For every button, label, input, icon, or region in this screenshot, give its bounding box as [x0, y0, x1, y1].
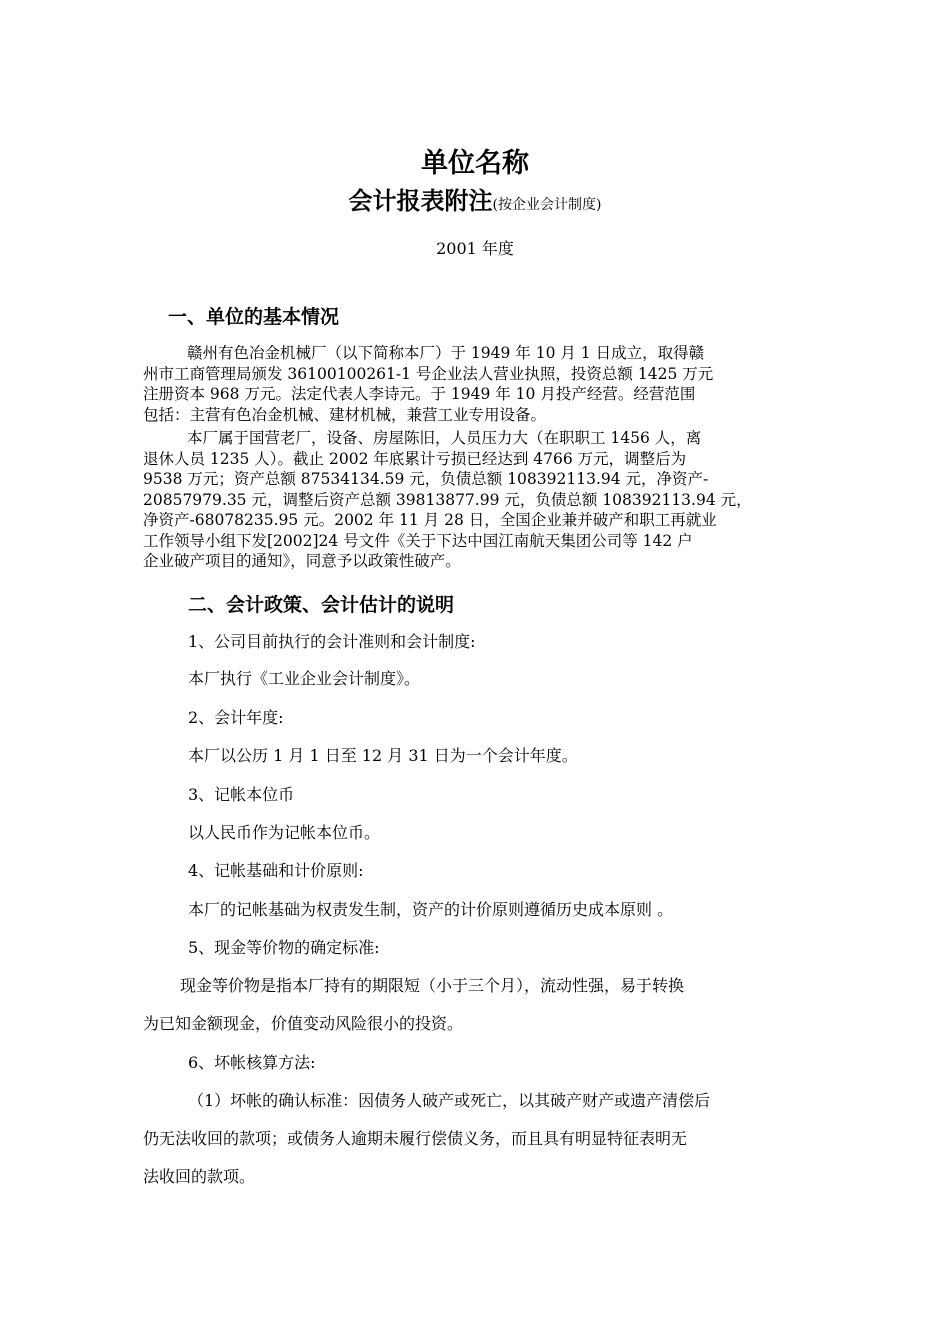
- section2-heading: 二、会计政策、会计估计的说明: [188, 594, 455, 616]
- report-year: 2001 年度: [436, 239, 514, 258]
- policy-item-2-heading: 2、会计年度:: [188, 708, 284, 727]
- policy-item-6-text-line-3: 法收回的款项。: [143, 1167, 256, 1186]
- paragraph-line: 州市工商管理局颁发 36100100261-1 号企业法人营业执照，投资总额 1425 万元: [143, 364, 714, 383]
- policy-item-3-heading: 3、记帐本位币: [188, 785, 295, 804]
- section1-heading: 一、单位的基本情况: [168, 306, 340, 328]
- policy-item-5-heading: 5、现金等价物的确定标准:: [188, 938, 380, 957]
- policy-item-1-text: 本厂执行《工业企业会计制度》。: [188, 669, 421, 688]
- section1-paragraph-1: [143, 343, 815, 425]
- subtitle-note: (按企业会计制度): [492, 197, 602, 213]
- paragraph-line: 企业破产项目的通知》，同意予以政策性破产。: [143, 552, 461, 570]
- paragraph-line: 退休人员 1235 人）。截止 2002 年底累计亏损已经达到 4766 万元，调整后为: [143, 449, 687, 468]
- policy-item-4-text: 本厂的记帐基础为权责发生制，资产的计价原则遵循历史成本原则 。: [188, 900, 674, 919]
- policy-item-2-text: 本厂以公历 1 月 1 日至 12 月 31 日为一个会计年度。: [188, 746, 578, 765]
- paragraph-line: 本厂属于国营老厂，设备、房屋陈旧，人员压力大（在职职工 1456 人，离: [187, 429, 702, 447]
- policy-item-5-text-line-1: 现金等价物是指本厂持有的期限短（小于三个月），流动性强，易于转换: [180, 976, 685, 995]
- policy-item-4-heading: 4、记帐基础和计价原则:: [188, 861, 364, 880]
- paragraph-line: 赣州有色冶金机械厂（以下简称本厂）于 1949 年 10 月 1 日成立，取得赣: [187, 344, 705, 362]
- policy-item-6-text-line-1: （1）坏帐的确认标准：因债务人破产或死亡，以其破产财产或遗产清偿后: [188, 1091, 711, 1110]
- paragraph-line: 9538 万元；资产总额 87534134.59 元，负债总额 108392113.94 元，净资产-: [143, 470, 709, 488]
- paragraph-line: 20857979.35 元，调整后资产总额 39813877.99 元，负债总额 108392113.94 元，: [143, 490, 752, 509]
- paragraph-line: 净资产-68078235.95 元。2002 年 11 月 28 日，全国企业兼并破产和职工再就业: [143, 511, 717, 529]
- policy-item-6-heading: 6、坏帐核算方法:: [188, 1053, 316, 1072]
- paragraph-line: 工作领导小组下发[2002]24 号文件《关于下达中国江南航天集团公司等 142 户: [143, 531, 693, 550]
- paragraph-line: 包括：主营有色冶金机械、建材机械，兼营工业专用设备。: [143, 405, 547, 424]
- document-title: 单位名称: [421, 148, 529, 179]
- policy-item-5-text-line-2: 为已知金额现金，价值变动风险很小的投资。: [143, 1014, 464, 1033]
- policy-item-6-text-line-2: 仍无法收回的款项；或债务人逾期未履行偿债义务，而且具有明显特征表明无: [143, 1129, 688, 1148]
- section1-paragraph-2: [143, 428, 815, 572]
- document-subtitle: [0, 184, 950, 222]
- subtitle-main: 会计报表附注: [348, 187, 493, 215]
- paragraph-line: 注册资本 968 万元。法定代表人李诗元。于 1949 年 10 月投产经营。经营范围: [143, 385, 696, 403]
- policy-item-1-heading: 1、公司目前执行的会计准则和会计制度:: [188, 632, 476, 651]
- policy-item-3-text: 以人民币作为记帐本位币。: [188, 823, 381, 842]
